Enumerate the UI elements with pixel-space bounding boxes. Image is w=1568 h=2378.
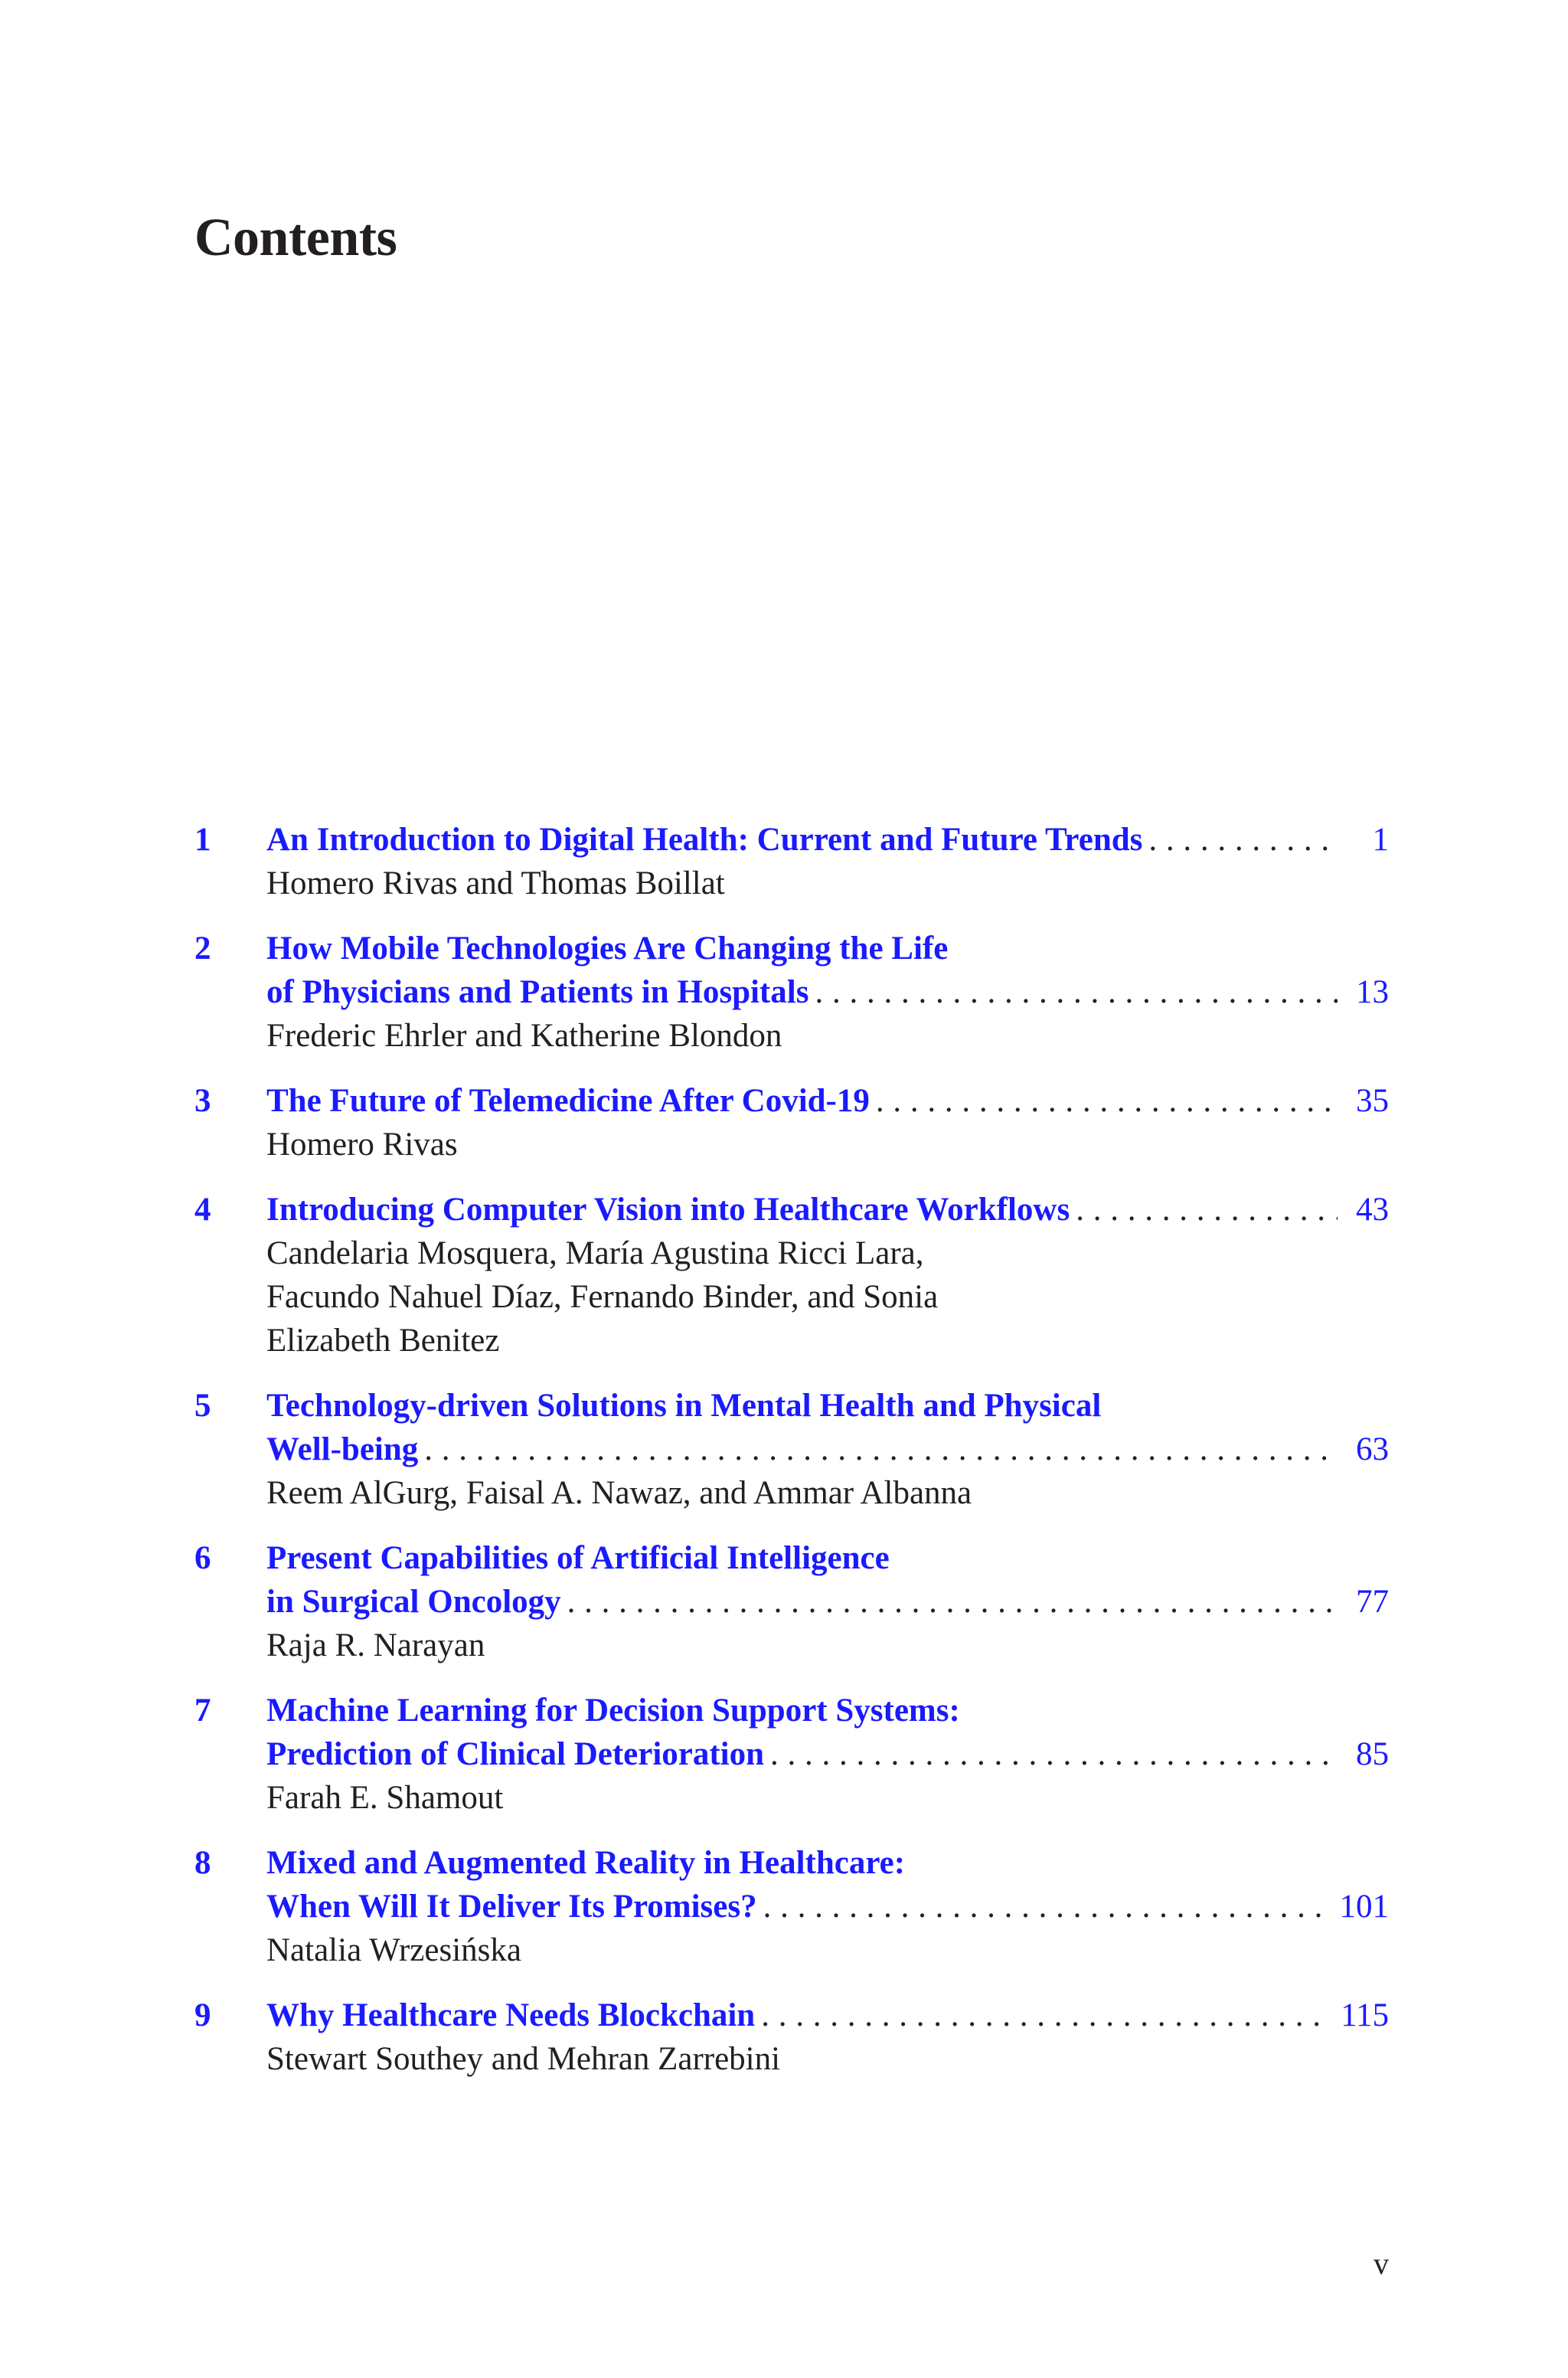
chapter-page-link[interactable]: 35 (1356, 1083, 1389, 1119)
chapter-title-line (266, 1079, 1389, 1123)
chapter-number: 8 (194, 1845, 211, 1881)
chapter-page-link[interactable]: 63 (1356, 1431, 1389, 1467)
chapter-title-link[interactable]: Machine Learning for Decision Support Systems: (266, 1693, 960, 1729)
chapter-title-line (266, 1994, 1389, 2037)
chapter-title-link[interactable]: Why Healthcare Needs Blockchain (266, 1997, 756, 2033)
chapter-title-link[interactable]: An Introduction to Digital Health: Current and Future Trends (266, 822, 1143, 858)
chapter-number: 7 (194, 1693, 211, 1729)
chapter-title-line (266, 1188, 1389, 1232)
toc-entry-body (266, 927, 1389, 1058)
chapter-number: 3 (194, 1083, 211, 1119)
chapter-title-link[interactable]: Mixed and Augmented Reality in Healthcare: (266, 1845, 906, 1881)
toc-entry-body (266, 1994, 1389, 2081)
toc-entry-body (266, 1384, 1389, 1515)
chapter-title-link[interactable]: of Physicians and Patients in Hospitals (266, 974, 809, 1010)
toc-entry[interactable] (194, 1994, 1389, 2081)
chapter-title-link[interactable]: How Mobile Technologies Are Changing the Life (266, 931, 949, 967)
chapter-title-line (266, 1885, 1389, 1928)
chapter-title-line (266, 1732, 1389, 1776)
dot-leader (1076, 1188, 1338, 1232)
chapter-title-line (266, 970, 1389, 1014)
chapter-authors: Candelaria Mosquera, María Agustina Ricci Lara, Facundo Nahuel Díaz, Fernando Binder, and Sonia Elizabeth Benitez (266, 1235, 939, 1359)
chapter-number: 9 (194, 1997, 211, 2033)
chapter-number: 4 (194, 1192, 211, 1228)
toc-entry[interactable] (194, 1188, 1389, 1362)
toc-entry-body (266, 818, 1389, 905)
toc-entry-body (266, 1079, 1389, 1166)
chapter-page-link[interactable]: 101 (1339, 1889, 1389, 1925)
chapter-authors: Reem AlGurg, Faisal A. Nawaz, and Ammar Albanna (266, 1475, 972, 1511)
chapter-title-link[interactable]: Technology-driven Solutions in Mental Health and Physical (266, 1388, 1102, 1424)
chapter-page-link[interactable]: 43 (1356, 1192, 1389, 1228)
dot-leader (761, 1994, 1322, 2037)
chapter-authors: Stewart Southey and Mehran Zarrebini (266, 2041, 781, 2077)
toc-entry[interactable] (194, 1536, 1389, 1667)
chapter-page-link[interactable]: 13 (1356, 974, 1389, 1010)
dot-leader (567, 1580, 1338, 1624)
chapter-authors: Farah E. Shamout (266, 1780, 504, 1816)
toc-entry[interactable] (194, 818, 1389, 905)
toc-entry[interactable] (194, 1079, 1389, 1166)
toc-entry[interactable] (194, 1841, 1389, 1972)
dot-leader (1148, 818, 1340, 862)
chapter-number: 6 (194, 1540, 211, 1576)
dot-leader (763, 1885, 1321, 1928)
chapter-title-line (266, 1428, 1389, 1471)
page-title: Contents (194, 208, 397, 267)
chapter-title-link[interactable]: in Surgical Oncology (266, 1584, 561, 1620)
toc-entry-body (266, 1536, 1389, 1667)
chapter-title-line (266, 1689, 1389, 1732)
chapter-title-link[interactable]: Introducing Computer Vision into Healthcare Workflows (266, 1192, 1070, 1228)
chapter-title-link[interactable]: Well-being (266, 1431, 419, 1467)
chapter-title-line (266, 1580, 1389, 1624)
chapter-authors: Homero Rivas (266, 1127, 458, 1163)
dot-leader (876, 1079, 1338, 1123)
dot-leader (770, 1732, 1338, 1776)
chapter-page-link[interactable]: 77 (1356, 1584, 1389, 1620)
toc-entry[interactable] (194, 927, 1389, 1058)
chapter-page-link[interactable]: 85 (1356, 1736, 1389, 1772)
chapter-title-link[interactable]: The Future of Telemedicine After Covid-19 (266, 1083, 870, 1119)
toc-entry-body (266, 1188, 1389, 1362)
toc-entry-body (266, 1689, 1389, 1820)
chapter-authors: Natalia Wrzesińska (266, 1932, 521, 1968)
chapter-title-link[interactable]: When Will It Deliver Its Promises? (266, 1889, 757, 1925)
chapter-title-line (266, 927, 1389, 970)
chapter-authors: Frederic Ehrler and Katherine Blondon (266, 1018, 782, 1054)
chapter-title-line (266, 1536, 1389, 1580)
toc-entry-body (266, 1841, 1389, 1972)
chapter-number: 1 (194, 822, 211, 858)
chapter-page-link[interactable]: 1 (1372, 822, 1389, 858)
toc-entry[interactable] (194, 1384, 1389, 1515)
chapter-authors: Homero Rivas and Thomas Boillat (266, 865, 725, 901)
chapter-title-line (266, 1384, 1389, 1428)
dot-leader (815, 970, 1338, 1014)
page-number-folio: v (1374, 2246, 1389, 2281)
toc-entry[interactable] (194, 1689, 1389, 1820)
chapter-title-link[interactable]: Present Capabilities of Artificial Intelligence (266, 1540, 890, 1576)
chapter-page-link[interactable]: 115 (1341, 1997, 1389, 2033)
chapter-number: 5 (194, 1388, 211, 1424)
chapter-title-line (266, 1841, 1389, 1885)
table-of-contents (194, 818, 1389, 2102)
chapter-number: 2 (194, 931, 211, 967)
chapter-authors: Raja R. Narayan (266, 1627, 485, 1663)
chapter-title-link[interactable]: Prediction of Clinical Deterioration (266, 1736, 765, 1772)
dot-leader (424, 1428, 1338, 1471)
chapter-title-line (266, 818, 1389, 862)
